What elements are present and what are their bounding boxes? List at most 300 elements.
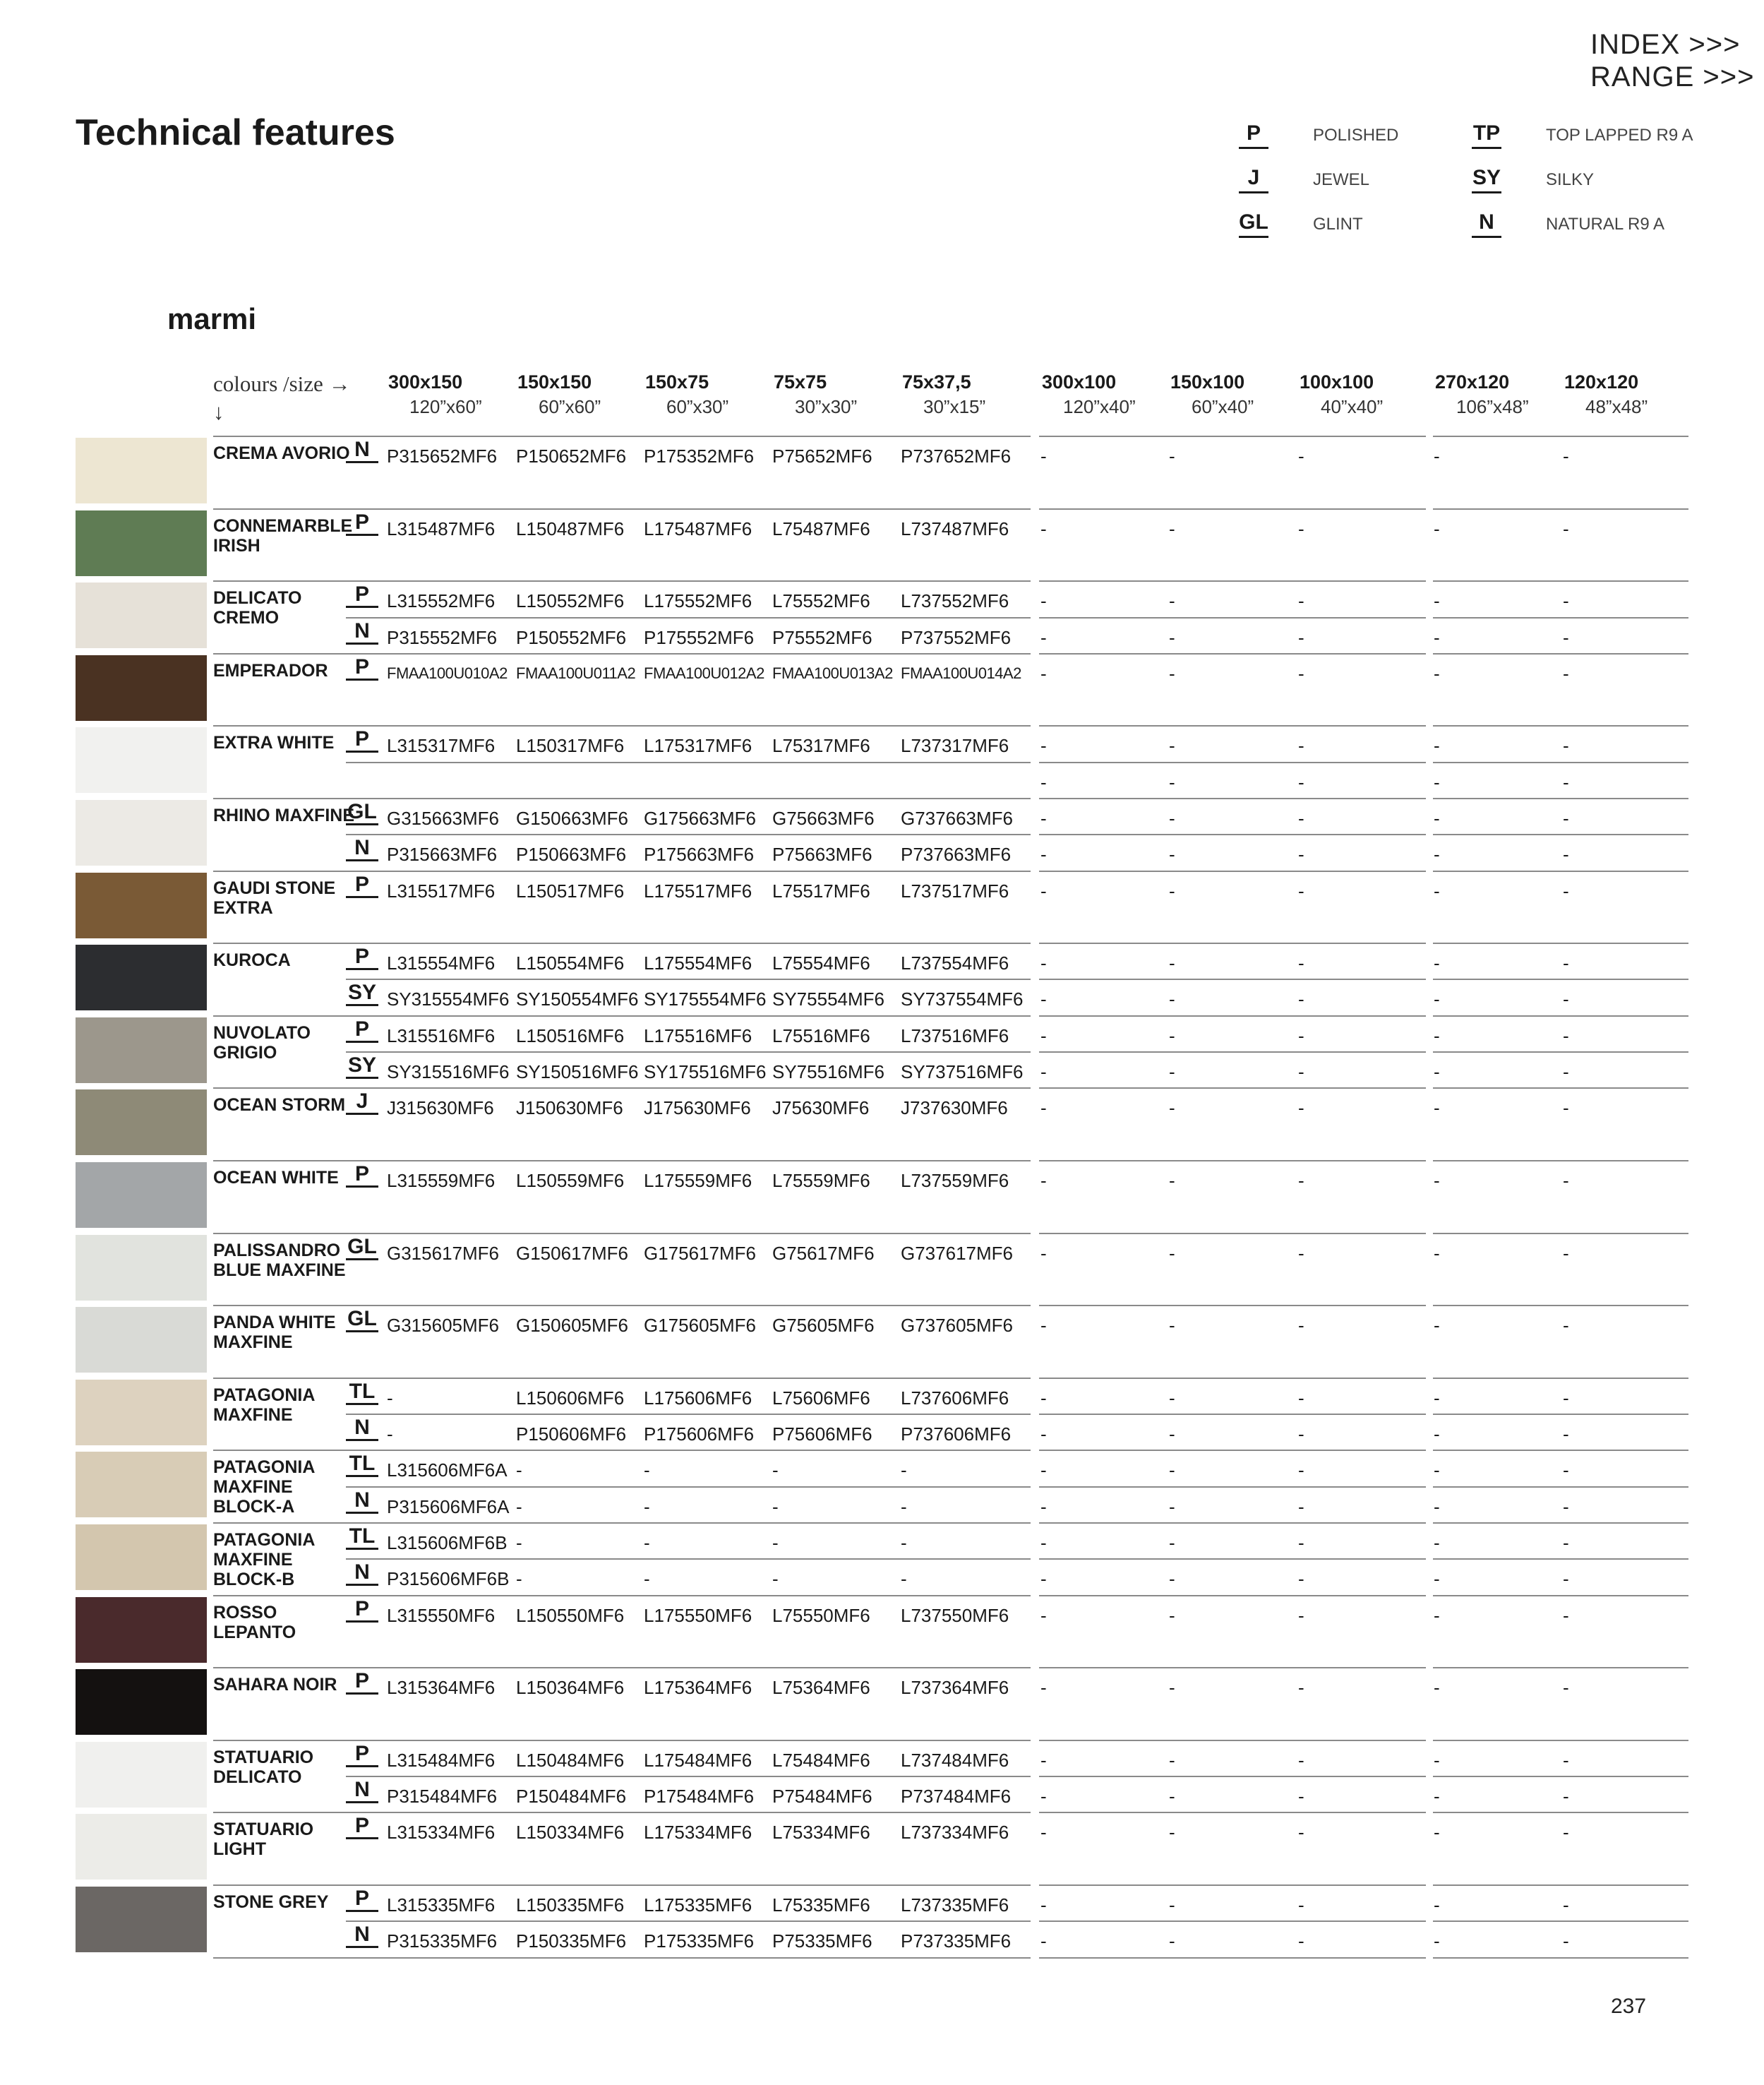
size-metric: 300x100 — [1042, 371, 1117, 393]
size-column-header — [1435, 371, 1529, 418]
product-code: - — [1434, 1170, 1440, 1191]
row-divider — [1039, 871, 1426, 872]
row-divider — [1039, 1884, 1426, 1886]
product-code: P315663MF6 — [387, 844, 498, 865]
product-code: L737552MF6 — [901, 590, 1009, 611]
row-divider — [1433, 943, 1688, 944]
product-code: L315317MF6 — [387, 735, 496, 756]
product-code: - — [1434, 1097, 1440, 1118]
product-code: - — [1169, 1605, 1175, 1626]
product-code: - — [1040, 1387, 1047, 1409]
product-code: - — [1563, 1496, 1569, 1517]
row-divider — [1039, 1957, 1426, 1959]
product-code: L75335MF6 — [772, 1894, 870, 1916]
row-divider — [346, 762, 1031, 763]
product-code: - — [1298, 880, 1304, 902]
product-code: - — [1563, 1315, 1569, 1336]
index-link[interactable]: INDEX >>> — [1590, 29, 1741, 60]
row-divider — [1433, 1957, 1688, 1959]
product-code: - — [1434, 1315, 1440, 1336]
product-code: SY150554MF6 — [516, 988, 639, 1010]
product-code: L75606MF6 — [772, 1387, 870, 1409]
product-code: P150552MF6 — [516, 627, 627, 648]
row-divider — [1433, 1522, 1688, 1524]
legend-code: TP — [1472, 121, 1501, 149]
product-code: L150517MF6 — [516, 880, 625, 902]
colour-swatch — [76, 1380, 207, 1445]
row-divider — [1433, 580, 1688, 582]
product-code: G75663MF6 — [772, 808, 875, 829]
product-code: - — [1040, 952, 1047, 974]
product-code: - — [1298, 1786, 1304, 1807]
product-code: G175663MF6 — [644, 808, 756, 829]
row-divider — [213, 725, 1031, 727]
product-code: - — [1563, 1786, 1569, 1807]
row-divider — [1039, 1522, 1426, 1524]
product-code: - — [1434, 880, 1440, 902]
size-metric: 75x37,5 — [902, 371, 971, 393]
row-divider — [1433, 617, 1688, 619]
finish-code: N — [346, 1561, 378, 1586]
product-code: - — [1040, 1423, 1047, 1445]
colour-swatch — [76, 655, 207, 721]
product-code: - — [1434, 1243, 1440, 1264]
product-code: - — [1040, 735, 1047, 756]
product-code: - — [1169, 627, 1175, 648]
product-code: - — [1298, 518, 1304, 539]
product-code: - — [1563, 1750, 1569, 1771]
product-code: SY75554MF6 — [772, 988, 884, 1010]
product-code: - — [1040, 627, 1047, 648]
colour-name: PATAGONIA MAXFINE BLOCK-B — [213, 1530, 315, 1589]
product-code: L175335MF6 — [644, 1894, 752, 1916]
colour-name: OCEAN WHITE — [213, 1168, 339, 1188]
finish-code: SY — [346, 1054, 378, 1079]
colour-swatch — [76, 1887, 207, 1952]
product-code: L737516MF6 — [901, 1025, 1009, 1046]
product-code: - — [901, 1459, 907, 1481]
row-divider — [1433, 1812, 1688, 1813]
row-divider — [213, 1522, 1031, 1524]
row-divider — [213, 436, 1031, 437]
finish-code: GL — [346, 1236, 378, 1260]
row-divider — [213, 653, 1031, 655]
product-code: L75550MF6 — [772, 1605, 870, 1626]
product-code: - — [1563, 808, 1569, 829]
product-code: - — [1434, 1822, 1440, 1843]
product-code: - — [644, 1532, 650, 1553]
finish-code: P — [346, 1815, 378, 1839]
row-divider — [213, 1233, 1031, 1234]
finish-code: GL — [346, 801, 378, 825]
row-divider — [346, 1920, 1031, 1922]
page-title: Technical features — [76, 112, 395, 153]
product-code: SY737554MF6 — [901, 988, 1024, 1010]
row-divider — [1039, 979, 1426, 980]
size-column-header — [645, 371, 728, 418]
product-code: - — [1298, 590, 1304, 611]
colour-swatch — [76, 1452, 207, 1517]
product-code: FMAA100U011A2 — [516, 664, 636, 682]
product-code: - — [1434, 1532, 1440, 1553]
row-divider — [213, 580, 1031, 582]
product-code: - — [1040, 1605, 1047, 1626]
product-code: - — [772, 1459, 779, 1481]
finish-code: P — [346, 583, 378, 608]
product-code: L150317MF6 — [516, 735, 625, 756]
product-code: P75606MF6 — [772, 1423, 872, 1445]
product-code: - — [1169, 1315, 1175, 1336]
row-divider — [346, 834, 1031, 835]
product-code: SY315516MF6 — [387, 1061, 510, 1082]
row-divider — [1039, 1667, 1426, 1668]
row-divider — [213, 1015, 1031, 1017]
row-divider — [346, 1558, 1031, 1560]
product-code: - — [644, 1568, 650, 1589]
size-imperial: 30”x15” — [923, 396, 986, 417]
product-code: - — [1563, 988, 1569, 1010]
colour-name: EMPERADOR — [213, 661, 328, 681]
colour-name: RHINO MAXFINE — [213, 806, 354, 825]
product-code: - — [1169, 952, 1175, 974]
colour-swatch — [76, 1307, 207, 1373]
product-code: P737484MF6 — [901, 1786, 1012, 1807]
row-divider — [1039, 1233, 1426, 1234]
size-metric: 75x75 — [774, 371, 827, 393]
product-code: L150335MF6 — [516, 1894, 625, 1916]
product-code: - — [1434, 1496, 1440, 1517]
row-divider — [213, 1450, 1031, 1451]
size-metric: 100x100 — [1300, 371, 1374, 393]
product-code: P150606MF6 — [516, 1423, 627, 1445]
product-code: L175559MF6 — [644, 1170, 752, 1191]
product-code: G737617MF6 — [901, 1243, 1013, 1264]
row-divider — [213, 1812, 1031, 1813]
colour-name: STATUARIO DELICATO — [213, 1748, 314, 1787]
product-code: - — [1169, 1387, 1175, 1409]
product-code: - — [1298, 1423, 1304, 1445]
product-code: - — [1040, 590, 1047, 611]
product-code: - — [1040, 1568, 1047, 1589]
finish-code: P — [346, 511, 378, 536]
row-divider — [1039, 1595, 1426, 1596]
legend-label: TOP LAPPED R9 A — [1546, 126, 1693, 145]
product-code: L737554MF6 — [901, 952, 1009, 974]
row-divider — [1039, 1740, 1426, 1741]
product-code: J75630MF6 — [772, 1097, 870, 1118]
product-code: - — [1169, 1496, 1175, 1517]
product-code: - — [1434, 952, 1440, 974]
product-code: - — [1169, 808, 1175, 829]
row-divider — [213, 1160, 1031, 1161]
row-divider — [1433, 1305, 1688, 1306]
product-code: - — [1563, 1532, 1569, 1553]
product-code: - — [1298, 1170, 1304, 1191]
product-code: L150516MF6 — [516, 1025, 625, 1046]
product-code: - — [1169, 1423, 1175, 1445]
product-code: - — [1298, 1605, 1304, 1626]
finish-code: GL — [346, 1308, 378, 1332]
row-divider — [1039, 617, 1426, 619]
product-code: - — [1040, 772, 1047, 793]
product-code: SY315554MF6 — [387, 988, 510, 1010]
product-code: - — [1040, 663, 1047, 684]
product-code: - — [1169, 1025, 1175, 1046]
row-divider — [1039, 1558, 1426, 1560]
product-code: - — [387, 1423, 393, 1445]
finish-code: P — [346, 728, 378, 753]
product-code: - — [1169, 844, 1175, 865]
product-code: P315335MF6 — [387, 1930, 498, 1952]
product-code: P175352MF6 — [644, 446, 755, 467]
product-code: - — [1298, 1750, 1304, 1771]
product-code: - — [901, 1568, 907, 1589]
product-code: L315335MF6 — [387, 1894, 496, 1916]
product-code: - — [1298, 808, 1304, 829]
product-code: FMAA100U013A2 — [772, 664, 893, 682]
row-divider — [346, 1414, 1031, 1415]
product-code: - — [1040, 1894, 1047, 1916]
product-code: - — [1169, 772, 1175, 793]
product-code: - — [1563, 1930, 1569, 1952]
size-metric: 150x100 — [1170, 371, 1245, 393]
product-code: G150663MF6 — [516, 808, 628, 829]
product-code: - — [1040, 1061, 1047, 1082]
product-code: - — [1169, 446, 1175, 467]
product-code: G737663MF6 — [901, 808, 1013, 829]
product-code: L737484MF6 — [901, 1750, 1009, 1771]
size-column-header — [1170, 371, 1254, 418]
product-code: - — [1434, 1894, 1440, 1916]
legend-label: POLISHED — [1313, 126, 1399, 145]
product-code: L737335MF6 — [901, 1894, 1009, 1916]
row-divider — [1433, 1776, 1688, 1777]
product-code: - — [1563, 844, 1569, 865]
product-code: - — [1169, 1930, 1175, 1952]
colour-swatch — [76, 1162, 207, 1228]
row-divider — [1039, 1486, 1426, 1488]
product-code: J315630MF6 — [387, 1097, 494, 1118]
colour-name: NUVOLATO GRIGIO — [213, 1023, 311, 1063]
finish-code: N — [346, 837, 378, 861]
row-divider — [346, 617, 1031, 619]
product-code: SY737516MF6 — [901, 1061, 1024, 1082]
product-code: - — [1040, 1459, 1047, 1481]
product-code: P175663MF6 — [644, 844, 755, 865]
product-code: - — [1563, 590, 1569, 611]
product-code: P315606MF6B — [387, 1568, 510, 1589]
size-metric: 120x120 — [1564, 371, 1639, 393]
size-imperial: 120”x60” — [409, 396, 482, 417]
finish-code: N — [346, 620, 378, 645]
product-code: - — [1169, 880, 1175, 902]
product-code: L737487MF6 — [901, 518, 1009, 539]
product-code: L175484MF6 — [644, 1750, 752, 1771]
colour-swatch — [76, 727, 207, 793]
row-divider — [1039, 725, 1426, 727]
product-code: - — [1434, 446, 1440, 467]
product-code: L175554MF6 — [644, 952, 752, 974]
finish-code: SY — [346, 981, 378, 1006]
product-code: P75484MF6 — [772, 1786, 872, 1807]
product-code: L315552MF6 — [387, 590, 496, 611]
product-code: G75605MF6 — [772, 1315, 875, 1336]
colour-name: PATAGONIA MAXFINE BLOCK-A — [213, 1457, 315, 1517]
product-code: P737663MF6 — [901, 844, 1012, 865]
product-code: - — [1563, 1677, 1569, 1698]
table-corner-label — [213, 370, 351, 426]
product-code: - — [1434, 1459, 1440, 1481]
product-code: - — [1563, 1459, 1569, 1481]
product-code: - — [1040, 1532, 1047, 1553]
product-code: - — [1298, 1387, 1304, 1409]
product-code: - — [1298, 772, 1304, 793]
product-code: - — [516, 1459, 522, 1481]
product-code: J175630MF6 — [644, 1097, 751, 1118]
product-code: - — [1298, 1243, 1304, 1264]
product-code: - — [1040, 844, 1047, 865]
product-code: - — [516, 1496, 522, 1517]
product-code: L150554MF6 — [516, 952, 625, 974]
finish-code: N — [346, 1489, 378, 1514]
colour-name: CREMA AVORIO — [213, 443, 350, 463]
product-code: P75663MF6 — [772, 844, 872, 865]
product-code: - — [1298, 1315, 1304, 1336]
product-code: L175334MF6 — [644, 1822, 752, 1843]
finish-code: P — [346, 1887, 378, 1912]
product-code: - — [1434, 844, 1440, 865]
size-imperial: 40”x40” — [1321, 396, 1384, 417]
row-divider — [1039, 834, 1426, 835]
product-code: L175516MF6 — [644, 1025, 752, 1046]
product-code: - — [1434, 735, 1440, 756]
product-code: L315517MF6 — [387, 880, 496, 902]
row-divider — [1433, 436, 1688, 437]
row-divider — [1433, 979, 1688, 980]
size-imperial: 30”x30” — [795, 396, 858, 417]
product-code: L150552MF6 — [516, 590, 625, 611]
row-divider — [213, 871, 1031, 872]
size-imperial: 60”x30” — [666, 396, 729, 417]
product-code: L150550MF6 — [516, 1605, 625, 1626]
product-code: G175617MF6 — [644, 1243, 756, 1264]
size-column-header — [902, 371, 985, 418]
product-code: - — [1563, 1025, 1569, 1046]
size-column-header — [1042, 371, 1136, 418]
product-code: - — [1169, 1822, 1175, 1843]
size-metric: 150x150 — [517, 371, 592, 393]
colour-swatch — [76, 1017, 207, 1083]
product-code: P315552MF6 — [387, 627, 498, 648]
product-code: - — [1563, 1387, 1569, 1409]
product-code: L737334MF6 — [901, 1822, 1009, 1843]
legend-code: P — [1239, 121, 1268, 149]
row-divider — [346, 1486, 1031, 1488]
product-code: L75487MF6 — [772, 518, 870, 539]
product-code: - — [1169, 1894, 1175, 1916]
product-code: - — [1563, 1061, 1569, 1082]
product-code: L150487MF6 — [516, 518, 625, 539]
product-code: - — [1563, 1568, 1569, 1589]
finish-code: TL — [346, 1452, 378, 1477]
row-divider — [1433, 508, 1688, 510]
product-code: J737630MF6 — [901, 1097, 1008, 1118]
row-divider — [1433, 1378, 1688, 1379]
legend-label: NATURAL R9 A — [1546, 215, 1665, 234]
product-code: J150630MF6 — [516, 1097, 623, 1118]
product-code: - — [1040, 808, 1047, 829]
product-code: - — [1298, 1677, 1304, 1698]
colour-swatch — [76, 583, 207, 648]
colour-name: OCEAN STORM — [213, 1095, 346, 1115]
product-code: - — [1434, 663, 1440, 684]
legend-code: N — [1472, 210, 1501, 238]
row-divider — [1433, 1414, 1688, 1415]
product-code: - — [1563, 518, 1569, 539]
product-code: - — [1298, 1459, 1304, 1481]
product-code: - — [1298, 446, 1304, 467]
product-code: - — [1563, 1894, 1569, 1916]
product-code: G75617MF6 — [772, 1243, 875, 1264]
finish-code: P — [346, 1743, 378, 1767]
product-code: - — [1298, 1930, 1304, 1952]
product-code: P75335MF6 — [772, 1930, 872, 1952]
size-column-header — [1564, 371, 1648, 418]
product-code: P175606MF6 — [644, 1423, 755, 1445]
size-column-header — [388, 371, 482, 418]
product-code: P737335MF6 — [901, 1930, 1012, 1952]
row-divider — [1039, 1051, 1426, 1053]
product-code: - — [1169, 1532, 1175, 1553]
product-code: - — [516, 1568, 522, 1589]
product-code: SY175516MF6 — [644, 1061, 767, 1082]
product-code: L75334MF6 — [772, 1822, 870, 1843]
product-code: - — [1563, 1243, 1569, 1264]
colour-swatch — [76, 1597, 207, 1663]
product-code: SY150516MF6 — [516, 1061, 639, 1082]
product-code: - — [1040, 988, 1047, 1010]
product-code: G315605MF6 — [387, 1315, 499, 1336]
row-divider — [213, 1595, 1031, 1596]
finish-code: N — [346, 1923, 378, 1948]
product-code: - — [1298, 735, 1304, 756]
row-divider — [1433, 725, 1688, 727]
product-code: - — [1040, 1786, 1047, 1807]
product-code: L175606MF6 — [644, 1387, 752, 1409]
finish-code: P — [346, 1163, 378, 1188]
product-code: - — [1434, 772, 1440, 793]
row-divider — [1433, 1087, 1688, 1089]
product-code: G175605MF6 — [644, 1315, 756, 1336]
product-code: - — [1040, 446, 1047, 467]
colour-name: PALISSANDRO BLUE MAXFINE — [213, 1241, 346, 1280]
row-divider — [1433, 1233, 1688, 1234]
product-code: - — [1298, 1025, 1304, 1046]
product-code: - — [1298, 627, 1304, 648]
product-code: - — [1563, 952, 1569, 974]
range-link[interactable]: RANGE >>> — [1590, 61, 1755, 92]
finish-code: P — [346, 1598, 378, 1623]
nav-links — [1590, 28, 1754, 93]
product-code: - — [1434, 1025, 1440, 1046]
product-code: - — [1563, 880, 1569, 902]
section-title: marmi — [167, 302, 257, 335]
product-code: L75517MF6 — [772, 880, 870, 902]
corner-label-text: colours /size → — [213, 371, 351, 396]
product-code: G150605MF6 — [516, 1315, 628, 1336]
product-code: - — [1040, 1930, 1047, 1952]
product-code: L150334MF6 — [516, 1822, 625, 1843]
